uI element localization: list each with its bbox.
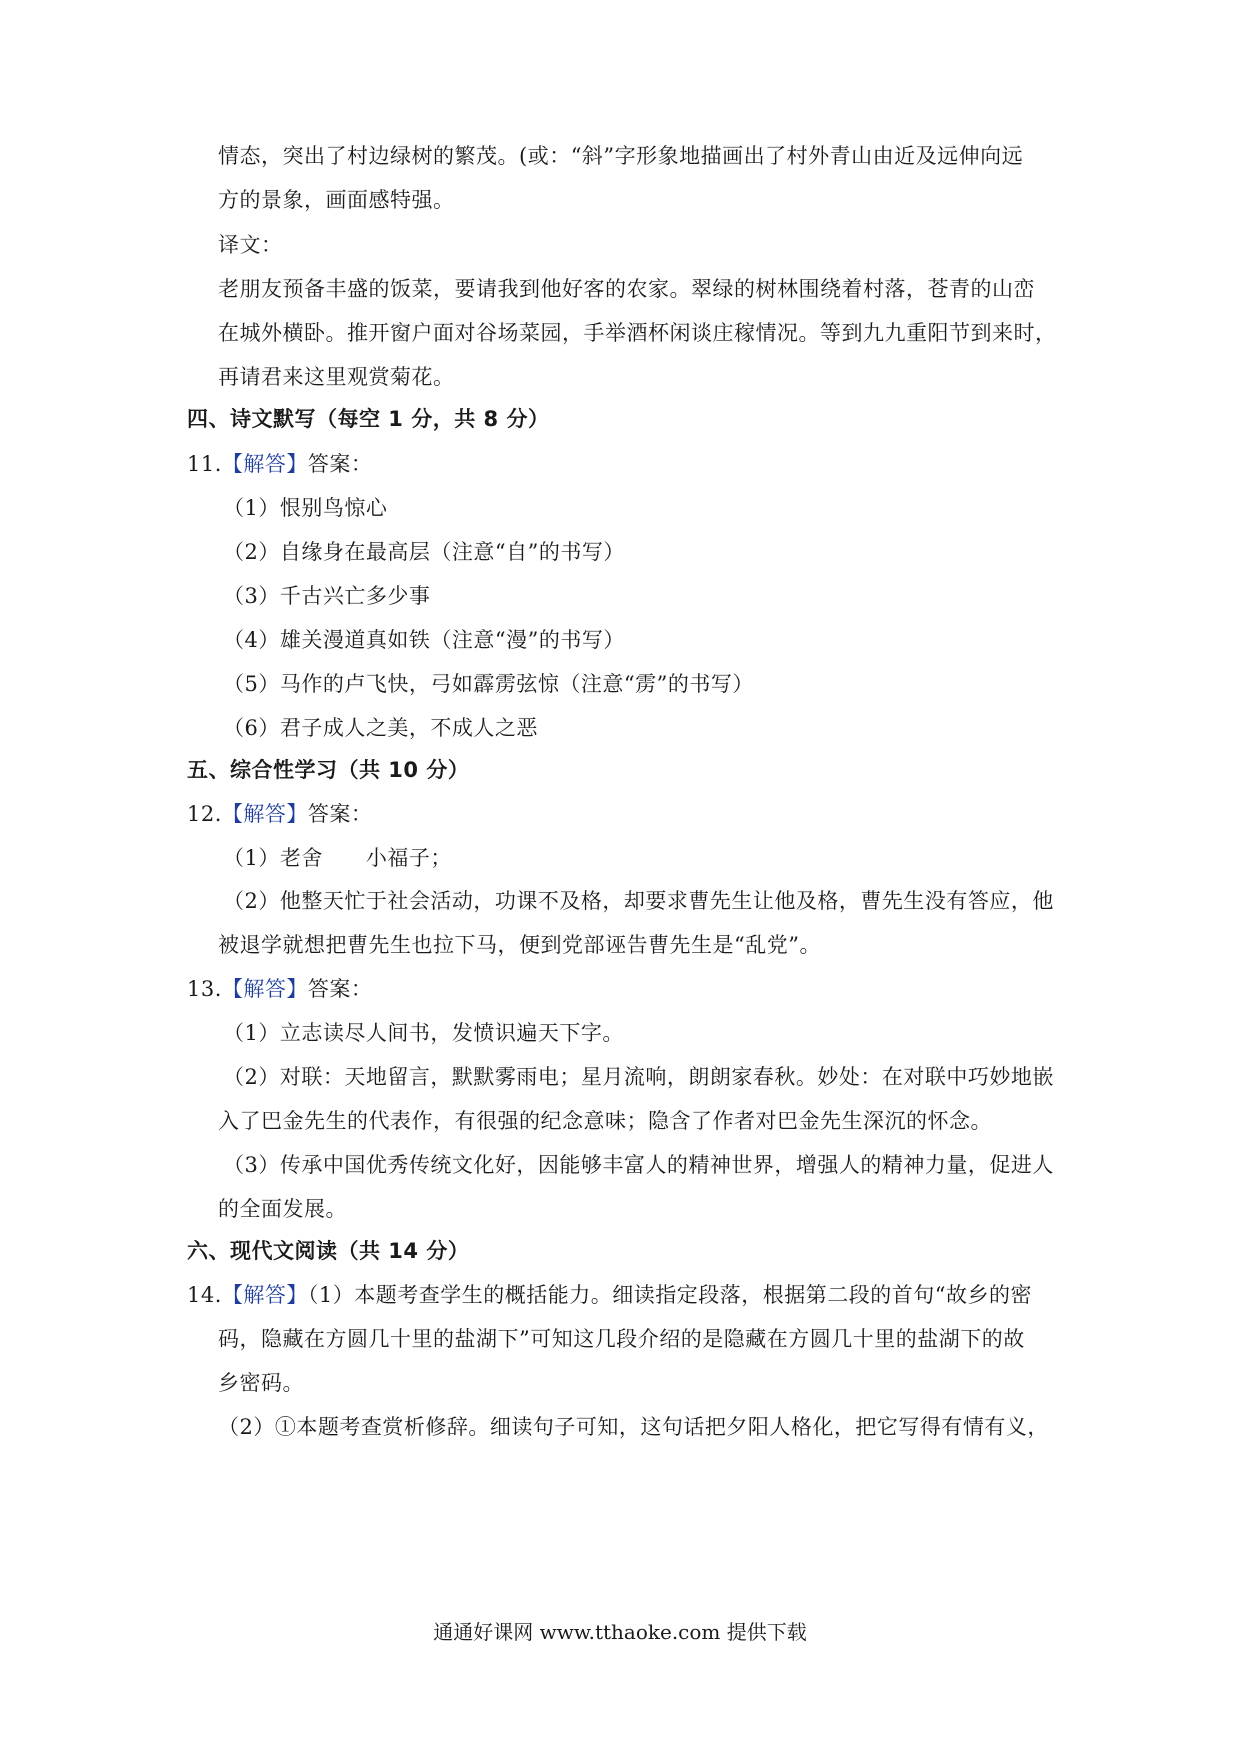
answer-item: （1）立志读尽人间书，发愤识遍天下字。: [223, 1021, 624, 1045]
paragraph-line: 情态，突出了村边绿树的繁茂。(或：“斜”字形象地描画出了村外青山由近及远伸向远: [218, 144, 1024, 168]
answer-item: （2）自缘身在最高层（注意“自”的书写）: [223, 540, 625, 564]
paragraph-line: （2）①本题考查赏析修辞。细读句子可知，这句话把夕阳人格化，把它写得有情有义，: [218, 1415, 1049, 1439]
question-number: 12.: [187, 802, 222, 826]
answer-tag: 【解答】: [221, 1283, 308, 1307]
question-14: [187, 1281, 1032, 1309]
paragraph-line: 乡密码。: [218, 1371, 304, 1395]
question-12: [187, 800, 372, 828]
question-number: 11.: [187, 452, 222, 476]
answer-item: （1）恨别鸟惊心: [223, 496, 388, 520]
question-11: [187, 450, 372, 478]
question-number: 13.: [187, 977, 222, 1001]
answer-item: （1）老舍 小福子；: [223, 846, 452, 870]
answer-item-continued: 的全面发展。: [218, 1197, 347, 1221]
section-heading-4: 四、诗文默写（每空 1 分，共 8 分）: [187, 407, 550, 431]
answer-item-continued: 被退学就想把曹先生也拉下马，便到党部诬告曹先生是“乱党”。: [218, 933, 821, 957]
answer-item: （5）马作的卢飞快，弓如霹雳弦惊（注意“雳”的书写）: [223, 672, 754, 696]
translation-label: 译文：: [218, 233, 283, 257]
answer-text: （1）本题考查学生的概括能力。细读指定段落，根据第二段的首句“故乡的密: [307, 1283, 1032, 1307]
paragraph-line: 在城外横卧。推开窗户面对谷场菜园，手举酒杯闲谈庄稼情况。等到九九重阳节到来时，: [218, 321, 1057, 345]
paragraph-line: 码，隐藏在方圆几十里的盐湖下”可知这几段介绍的是隐藏在方圆几十里的盐湖下的故: [218, 1327, 1025, 1351]
answer-item: （6）君子成人之美，不成人之恶: [223, 716, 538, 740]
answer-tag: 【解答】: [221, 802, 308, 826]
answer-item: （3）千古兴亡多少事: [223, 584, 431, 608]
answer-item: （2）他整天忙于社会活动，功课不及格，却要求曹先生让他及格，曹先生没有答应，他: [223, 889, 1054, 913]
answer-label: 答案：: [307, 802, 373, 826]
answer-item: （2）对联：天地留言，默默雾雨电；星月流响，朗朗家春秋。妙处：在对联中巧妙地嵌: [223, 1065, 1054, 1089]
answer-label: 答案：: [307, 452, 373, 476]
answer-item-continued: 入了巴金先生的代表作，有很强的纪念意味；隐含了作者对巴金先生深沉的怀念。: [218, 1109, 992, 1133]
paragraph-line: 方的景象，画面感特强。: [218, 188, 455, 212]
answer-item: （4）雄关漫道真如铁（注意“漫”的书写）: [223, 628, 625, 652]
section-heading-6: 六、现代文阅读（共 14 分）: [187, 1239, 470, 1263]
answer-label: 答案：: [307, 977, 373, 1001]
answer-tag: 【解答】: [221, 452, 308, 476]
page-footer: 通通好课网 www.tthaoke.com 提供下载: [433, 1620, 807, 1644]
question-number: 14.: [187, 1283, 222, 1307]
section-heading-5: 五、综合性学习（共 10 分）: [187, 758, 470, 782]
answer-item: （3）传承中国优秀传统文化好，因能够丰富人的精神世界，增强人的精神力量，促进人: [223, 1153, 1054, 1177]
answer-tag: 【解答】: [221, 977, 308, 1001]
paragraph-line: 再请君来这里观赏菊花。: [218, 365, 455, 389]
paragraph-line: 老朋友预备丰盛的饭菜，要请我到他好客的农家。翠绿的树林围绕着村落，苍青的山峦: [218, 277, 1035, 301]
question-13: [187, 975, 372, 1003]
